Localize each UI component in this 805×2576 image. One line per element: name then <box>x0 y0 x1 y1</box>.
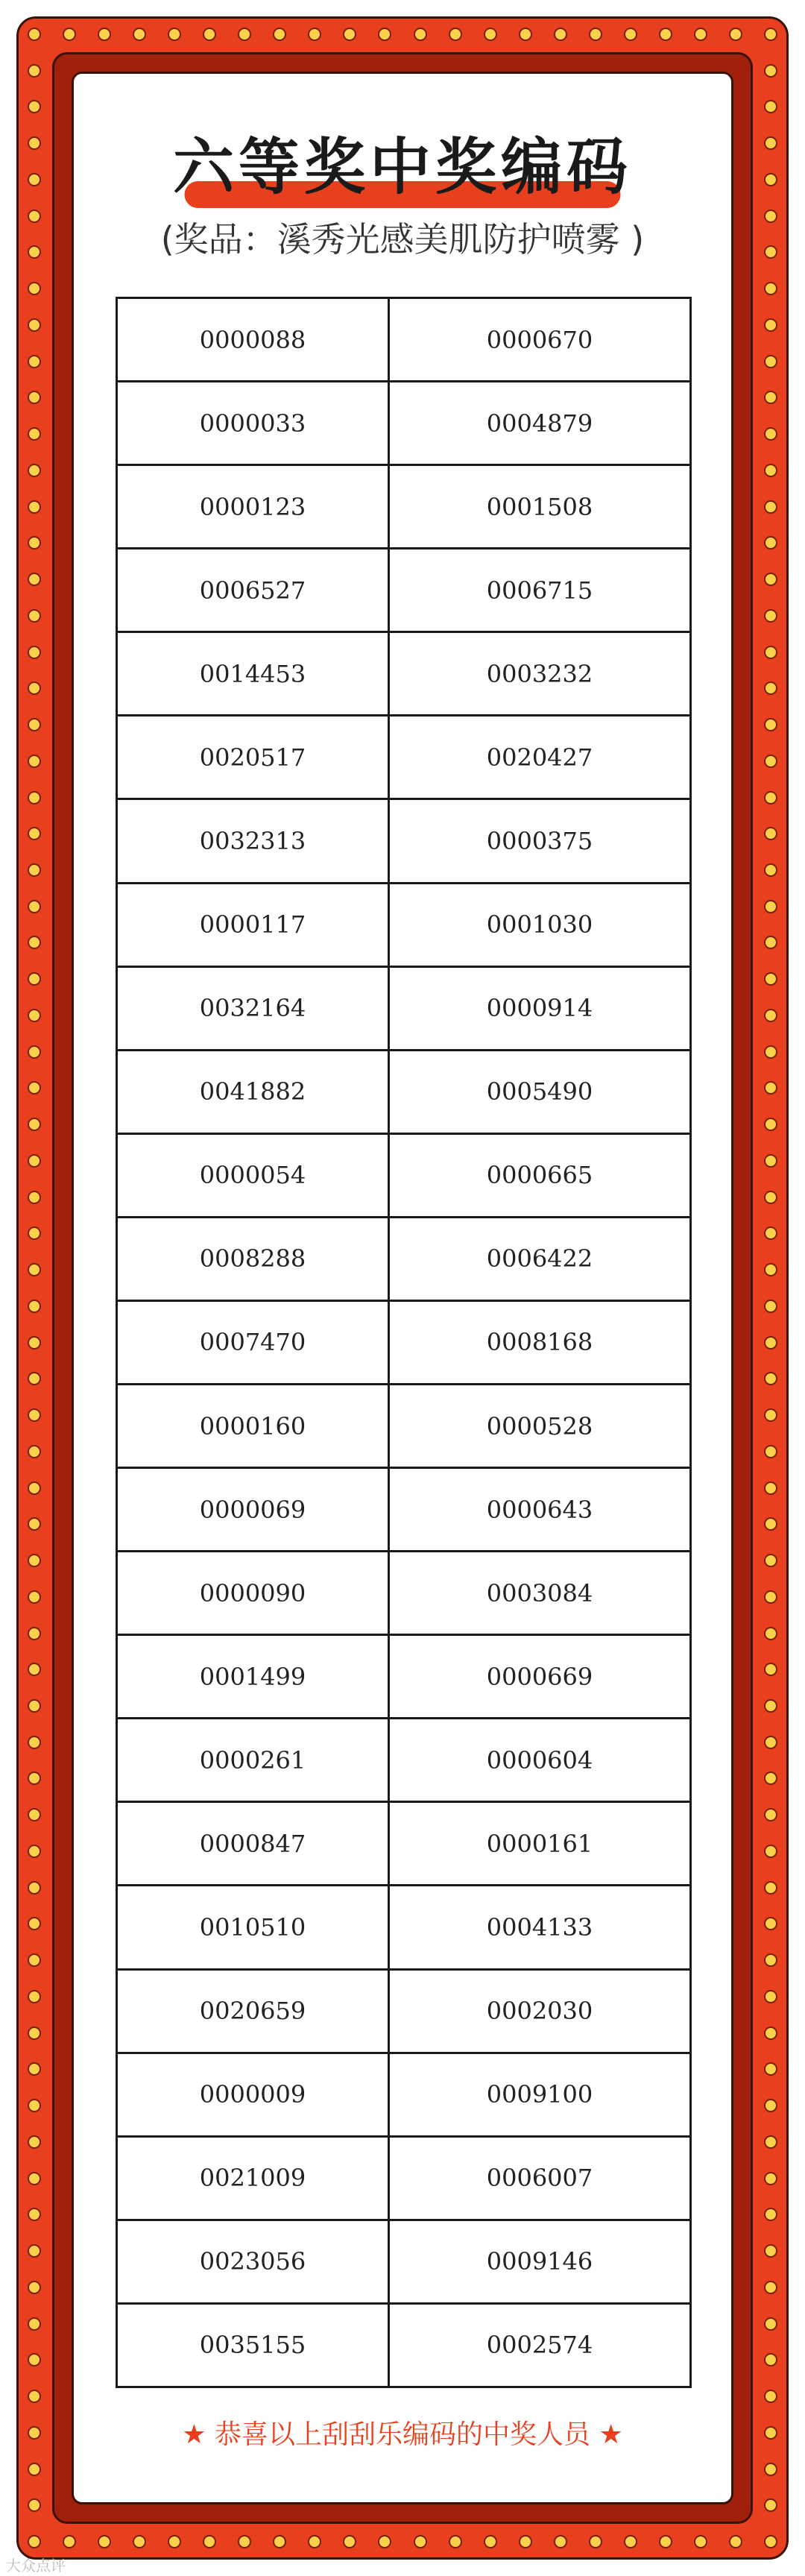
bulb-icon <box>28 1336 41 1350</box>
code-cell: 0006422 <box>389 1217 691 1300</box>
code-cell: 0000604 <box>389 1719 691 1802</box>
bulb-icon <box>764 2535 777 2548</box>
bulb-icon <box>764 1990 777 2003</box>
code-cell: 0000160 <box>117 1385 389 1468</box>
bulb-icon <box>659 2535 672 2548</box>
table-row <box>117 966 691 1050</box>
bulb-icon <box>28 1154 41 1168</box>
bulb-icon <box>764 2463 777 2476</box>
bulb-icon <box>28 1881 41 1895</box>
code-cell: 0000069 <box>117 1468 389 1552</box>
bulb-icon <box>764 1191 777 1204</box>
code-cell: 0006527 <box>117 549 389 632</box>
bulb-icon <box>764 464 777 477</box>
bulb-icon <box>764 2281 777 2294</box>
code-cell: 0000123 <box>117 465 389 549</box>
bulb-icon <box>28 791 41 804</box>
bulb-icon <box>764 1408 777 1422</box>
bulb-icon <box>28 1481 41 1495</box>
bulb-icon <box>63 28 76 41</box>
table-row <box>117 1886 691 1969</box>
bulb-icon <box>659 28 672 41</box>
code-cell: 0006007 <box>389 2136 691 2220</box>
table-row <box>117 799 691 883</box>
code-cell: 0008288 <box>117 1217 389 1300</box>
bulb-icon <box>414 2535 427 2548</box>
table-row <box>117 883 691 966</box>
bulb-icon <box>28 1554 41 1567</box>
bulb-icon <box>764 1590 777 1604</box>
bulb-icon <box>28 2535 41 2548</box>
bulb-icon <box>28 755 41 768</box>
code-cell: 0020659 <box>117 1969 389 2053</box>
bulb-icon <box>764 355 777 368</box>
table-row <box>117 632 691 716</box>
bulb-icon <box>764 1263 777 1276</box>
bulb-icon <box>28 1627 41 1640</box>
code-cell: 0004879 <box>389 382 691 465</box>
winning-codes-table <box>116 297 692 2388</box>
bulb-icon <box>28 573 41 586</box>
table-row <box>117 716 691 799</box>
bulb-icon <box>28 427 41 441</box>
code-cell: 0000528 <box>389 1385 691 1468</box>
bulb-icon <box>28 1009 41 1022</box>
code-cell: 0000643 <box>389 1468 691 1552</box>
code-cell: 0000090 <box>117 1552 389 1635</box>
bulb-icon <box>764 28 777 41</box>
bulb-icon <box>449 28 462 41</box>
bulb-icon <box>449 2535 462 2548</box>
bulb-icon <box>28 464 41 477</box>
bulb-icon <box>764 900 777 913</box>
bulb-icon <box>764 1045 777 1059</box>
bulb-icon <box>28 609 41 623</box>
bulb-icon <box>28 2390 41 2403</box>
code-cell: 0000161 <box>389 1802 691 1886</box>
bulb-icon <box>694 28 707 41</box>
bulb-icon <box>764 1699 777 1713</box>
bulb-icon <box>764 2317 777 2331</box>
bulb-icon <box>764 863 777 877</box>
bulb-icon <box>764 2244 777 2258</box>
code-cell: 0000914 <box>389 966 691 1050</box>
code-cell: 0000261 <box>117 1719 389 1802</box>
code-cell: 0010510 <box>117 1886 389 1969</box>
code-cell: 0002030 <box>389 1969 691 2053</box>
bulb-icon <box>764 427 777 441</box>
bulb-icon <box>764 500 777 514</box>
code-cell: 0004133 <box>389 1886 691 1969</box>
table-row <box>117 1217 691 1300</box>
bulb-icon <box>28 1300 41 1313</box>
bulb-icon <box>589 28 602 41</box>
bulb-icon <box>519 2535 532 2548</box>
code-cell: 0000088 <box>117 298 389 382</box>
table-row <box>117 2303 691 2387</box>
code-cell: 0000669 <box>389 1635 691 1719</box>
code-cell: 0009100 <box>389 2053 691 2136</box>
codes-table-body <box>117 298 691 2387</box>
bulb-icon <box>484 2535 497 2548</box>
bulb-icon <box>28 2172 41 2185</box>
code-cell: 0000670 <box>389 298 691 382</box>
table-row <box>117 382 691 465</box>
bulb-icon <box>764 1445 777 1458</box>
table-row <box>117 298 691 382</box>
bulb-icon <box>554 28 567 41</box>
bulb-icon <box>764 2027 777 2040</box>
table-row <box>117 1050 691 1133</box>
bulb-icon <box>98 28 111 41</box>
title-container <box>0 130 805 205</box>
code-cell: 0000665 <box>389 1133 691 1217</box>
bulb-icon <box>28 355 41 368</box>
code-cell: 0000054 <box>117 1133 389 1217</box>
code-cell: 0041882 <box>117 1050 389 1133</box>
code-cell: 0020517 <box>117 716 389 799</box>
bulb-icon <box>764 2099 777 2112</box>
congrats-footer: ★ 恭喜以上刮刮乐编码的中奖人员 ★ <box>182 2419 623 2450</box>
bulb-icon <box>764 646 777 659</box>
bulb-icon <box>28 318 41 332</box>
bulb-icon <box>554 2535 567 2548</box>
table-row <box>117 1719 691 1802</box>
bulb-icon <box>764 609 777 623</box>
bulb-icon <box>28 1445 41 1458</box>
code-cell: 0035155 <box>117 2303 389 2387</box>
code-cell: 0003084 <box>389 1552 691 1635</box>
code-cell: 0007470 <box>117 1300 389 1384</box>
code-cell: 0032313 <box>117 799 389 883</box>
code-cell: 0000033 <box>117 382 389 465</box>
bulb-icon <box>764 1009 777 1022</box>
code-cell: 0001030 <box>389 883 691 966</box>
table-row <box>117 1969 691 2053</box>
bulb-icon <box>694 2535 707 2548</box>
bulb-icon <box>63 2535 76 2548</box>
code-cell: 0002574 <box>389 2303 691 2387</box>
table-row <box>117 2053 691 2136</box>
bulb-icon <box>28 1699 41 1713</box>
table-row <box>117 1468 691 1552</box>
bulb-icon <box>729 2535 742 2548</box>
bulb-icon <box>764 1481 777 1495</box>
bulb-icon <box>414 28 427 41</box>
bulb-icon <box>28 1191 41 1204</box>
code-cell: 0001508 <box>389 465 691 549</box>
bulb-icon <box>764 1627 777 1640</box>
bulb-icon <box>764 573 777 586</box>
bulb-icon <box>764 1881 777 1895</box>
code-cell: 0014453 <box>117 632 389 716</box>
bulb-icon <box>764 1336 777 1350</box>
table-row <box>117 465 691 549</box>
bulb-icon <box>28 1590 41 1604</box>
code-cell: 0009146 <box>389 2220 691 2303</box>
table-row <box>117 1802 691 1886</box>
bulb-icon <box>28 1845 41 1858</box>
bulb-icon <box>764 2172 777 2185</box>
table-row <box>117 1300 691 1384</box>
bulb-icon <box>28 2027 41 2040</box>
bulb-icon <box>28 2317 41 2331</box>
bulb-icon <box>28 2135 41 2149</box>
bulb-icon <box>764 718 777 731</box>
bulb-icon <box>28 900 41 913</box>
bulb-icon <box>519 28 532 41</box>
code-cell: 0000117 <box>117 883 389 966</box>
bulb-icon <box>28 1736 41 1749</box>
code-cell: 0020427 <box>389 716 691 799</box>
bulb-icon <box>764 791 777 804</box>
code-cell: 0001499 <box>117 1635 389 1719</box>
code-cell: 0021009 <box>117 2136 389 2220</box>
bulb-icon <box>98 2535 111 2548</box>
bulb-icon <box>28 28 41 41</box>
bulb-icon <box>484 28 497 41</box>
table-row <box>117 1552 691 1635</box>
table-row <box>117 1133 691 1217</box>
code-cell: 0000847 <box>117 1802 389 1886</box>
code-cell: 0008168 <box>389 1300 691 1384</box>
bulb-icon <box>28 1045 41 1059</box>
code-cell: 0000009 <box>117 2053 389 2136</box>
bulb-icon <box>28 1263 41 1276</box>
bulb-icon <box>764 64 777 78</box>
table-row <box>117 549 691 632</box>
bulb-icon <box>28 1408 41 1422</box>
bulb-icon <box>28 1990 41 2003</box>
table-row <box>117 2220 691 2303</box>
bulb-icon <box>764 1845 777 1858</box>
bulb-icon <box>28 863 41 877</box>
bulb-icon <box>28 2281 41 2294</box>
bulb-icon <box>624 28 637 41</box>
bulb-icon <box>764 1736 777 1749</box>
page-title: 六等奖中奖编码 <box>172 132 632 203</box>
table-row <box>117 2136 691 2220</box>
prize-subtitle: (奖品：溪秀光感美肌防护喷雾 ) <box>160 219 645 259</box>
bulb-icon <box>28 718 41 731</box>
bulb-icon <box>729 28 742 41</box>
code-cell: 0000375 <box>389 799 691 883</box>
code-cell: 0003232 <box>389 632 691 716</box>
code-cell: 0005490 <box>389 1050 691 1133</box>
bulb-icon <box>28 2099 41 2112</box>
bulb-icon <box>764 1554 777 1567</box>
bulb-icon <box>589 2535 602 2548</box>
code-cell: 0032164 <box>117 966 389 1050</box>
bulb-icon <box>28 500 41 514</box>
code-cell: 0023056 <box>117 2220 389 2303</box>
bulb-icon <box>624 2535 637 2548</box>
bulb-icon <box>764 2390 777 2403</box>
table-row <box>117 1385 691 1468</box>
bulb-icon <box>764 755 777 768</box>
bulb-icon <box>764 2135 777 2149</box>
bulb-icon <box>764 1154 777 1168</box>
watermark: 大众点评 <box>6 2557 66 2575</box>
bulb-icon <box>28 646 41 659</box>
bulb-icon <box>28 64 41 78</box>
bulb-icon <box>28 2244 41 2258</box>
code-cell: 0006715 <box>389 549 691 632</box>
bulb-icon <box>764 1300 777 1313</box>
bulb-icon <box>28 2463 41 2476</box>
bulb-icon <box>764 318 777 332</box>
table-row <box>117 1635 691 1719</box>
